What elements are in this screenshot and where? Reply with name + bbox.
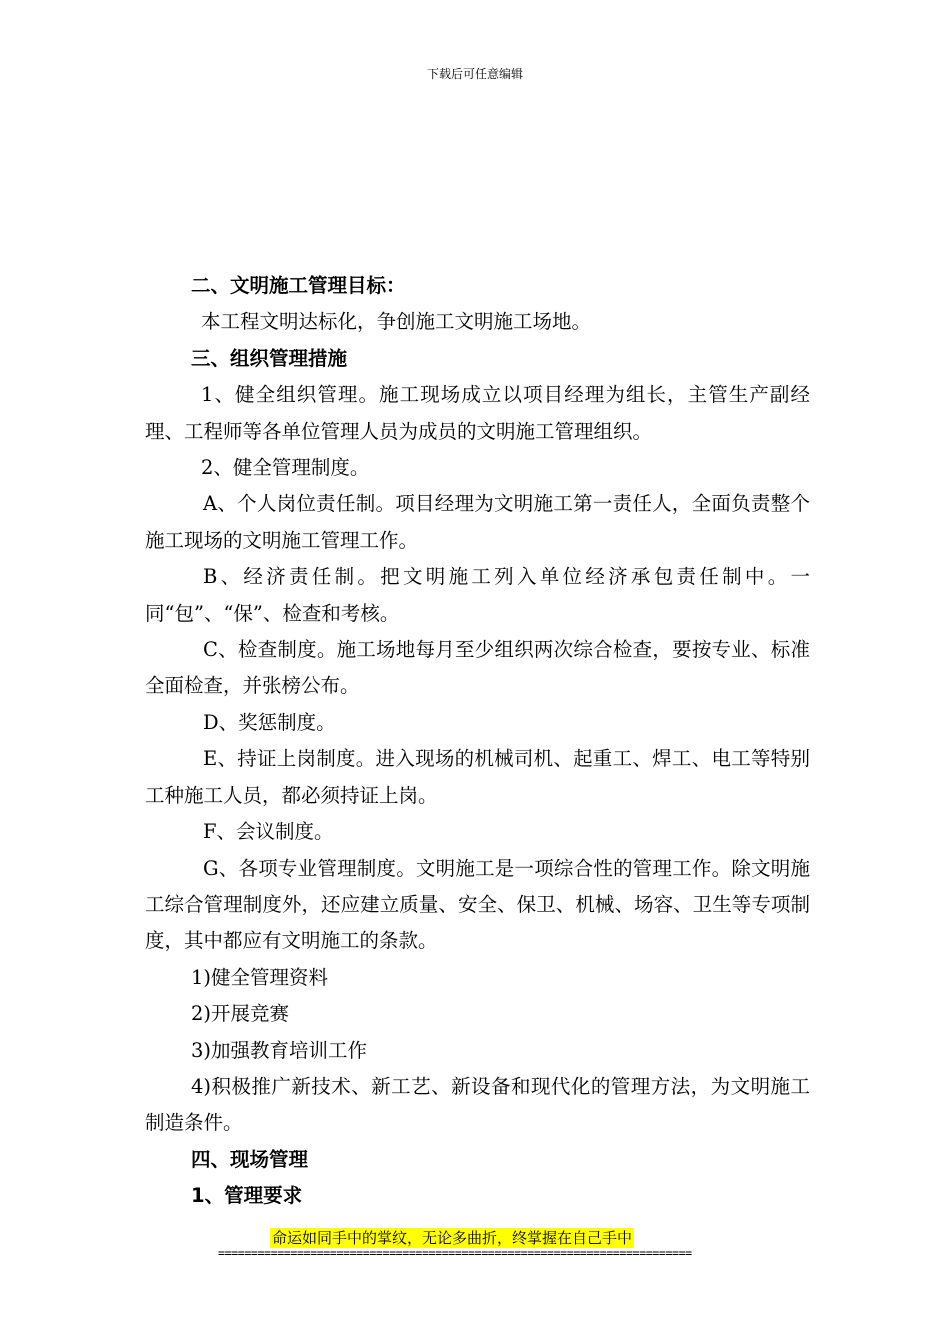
footer-motto: 命运如同手中的掌纹，无论多曲折，终掌握在自己手中 [272,1229,633,1247]
list-item-2: 2)开展竞赛 [191,1002,290,1026]
paragraph-organization: 1、健全组织管理。施工现场成立以项目经理为组长，主管生产副经理、工程师等各单位管理人员为成员的文明施工管理组织。 [145,383,810,443]
subsection-heading-requirements: 1、管理要求 [191,1184,303,1208]
list-item-3: 3)加强教育培训工作 [191,1038,368,1062]
paragraph-item-e: E、持证上岗制度。进入现场的机械司机、起重工、焊工、电工等特别工种施工人员，都必须持证上岗。 [145,747,810,807]
paragraph-item-c: C、检查制度。施工场地每月至少组织两次综合检查，要按专业、标准全面检查，并张榜公布。 [145,638,810,698]
document-body [145,268,810,1215]
paragraph-item-g: G、各项专业管理制度。文明施工是一项综合性的管理工作。除文明施工综合管理制度外，还应建立质量、安全、保卫、机械、场容、卫生等专项制度，其中都应有文明施工的条款。 [145,856,810,953]
section-heading-goals: 二、文明施工管理目标： [191,274,406,297]
page-header-note: 下载后可任意编辑 [426,67,523,81]
footer-divider: ======================================================================== [218,1246,692,1260]
paragraph-item-f: F、会议制度。 [203,820,334,844]
paragraph-item-d: D、奖惩制度。 [203,710,336,734]
section-heading-site: 四、现场管理 [191,1147,309,1171]
paragraph-item-a: A、个人岗位责任制。项目经理为文明施工第一责任人，全面负责整个施工现场的文明施工管理工作。 [145,492,810,552]
list-item-1: 1)健全管理资料 [191,965,329,989]
paragraph-goal: 本工程文明达标化，争创施工文明施工场地。 [201,310,592,334]
paragraph-item-b: B、经济责任制。把文明施工列入单位经济承包责任制中。一同“包”、“保”、检查和考核。 [145,565,810,625]
list-item-4: 4)积极推广新技术、新工艺、新设备和现代化的管理方法，为文明施工制造条件。 [145,1074,810,1135]
section-heading-measures: 三、组织管理措施 [191,346,348,370]
paragraph-system: 2、健全管理制度。 [201,456,370,480]
